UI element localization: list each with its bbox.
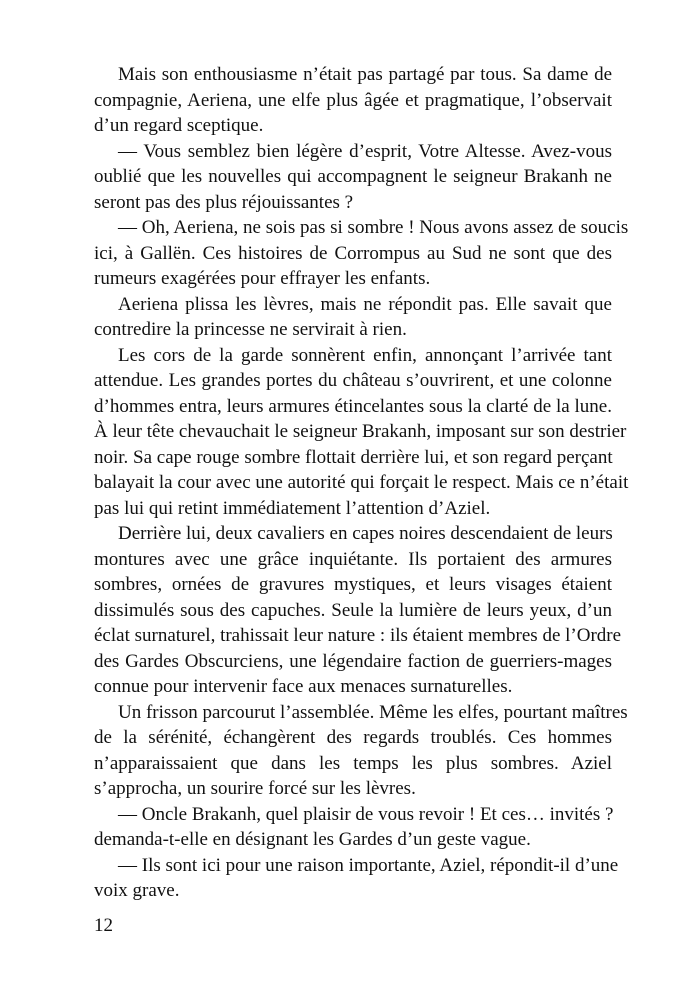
text-line: balayait la cour avec une autorité qui forçait le respect. Mais ce n’était [94, 472, 629, 493]
text-line: d’hommes entra, leurs armures étincelantes sous la clarté de la lune. [94, 395, 612, 417]
text-line: Aeriena plissa les lèvres, mais ne répondit pas. Elle savait que [118, 293, 612, 315]
text-line: À leur tête chevauchait le seigneur Brakanh, imposant sur son destrier [94, 421, 627, 442]
text-line: de la sérénité, échangèrent des regards troublés. Ces hommes [94, 727, 612, 748]
text-line: sombres, ornées de gravures mystiques, et leurs visages étaient [94, 574, 612, 595]
text-line: pas lui qui retint immédiatement l’attention d’Aziel. [94, 497, 491, 519]
text-line: d’un regard sceptique. [94, 115, 264, 136]
text-line: rumeurs exagérées pour effrayer les enfants. [94, 268, 431, 289]
paragraph [94, 700, 628, 802]
text-line: dissimulés sous des capuches. Seule la lumière de leurs yeux, d’un [94, 599, 612, 621]
text-line: Les cors de la garde sonnèrent enfin, annonçant l’arrivée tant [118, 344, 612, 366]
text-line: Un frisson parcourut l’assemblée. Même les elfes, pourtant maîtres [118, 701, 628, 723]
text-line: — Oh, Aeriena, ne sois pas si sombre ! Nous avons assez de soucis [118, 217, 629, 238]
text-line: Derrière lui, deux cavaliers en capes noires descendaient de leurs [118, 523, 613, 544]
text-line: voix grave. [94, 880, 180, 901]
paragraph [94, 343, 629, 522]
paragraph [94, 853, 619, 904]
page-body [94, 62, 629, 904]
text-line: noir. Sa cape rouge sombre flottait derrière lui, et son regard perçant [94, 446, 613, 468]
text-line: Mais son enthousiasme n’était pas partagé par tous. Sa dame de [118, 64, 612, 85]
paragraph [94, 139, 612, 216]
text-line: connue pour intervenir face aux menaces surnaturelles. [94, 676, 513, 697]
paragraph [94, 802, 612, 853]
text-line: des Gardes Obscurciens, une légendaire faction de guerriers-mages [94, 650, 612, 672]
page-number: 12 [94, 915, 113, 936]
paragraph [94, 215, 629, 292]
text-line: seront pas des plus réjouissantes ? [94, 191, 354, 213]
text-line: demanda-t-elle en désignant les Gardes d’un geste vague. [94, 829, 531, 850]
text-line: ici, à Gallën. Ces histoires de Corrompus au Sud ne sont que des [94, 242, 612, 264]
text-line: — Ils sont ici pour une raison importante, Aziel, répondit-il d’une [118, 854, 619, 876]
text-line: s’approcha, un sourire forcé sur les lèvres. [94, 778, 416, 799]
text-line: attendue. Les grandes portes du château s’ouvrirent, et une colonne [94, 370, 612, 391]
text-line: — Vous semblez bien légère d’esprit, Votre Altesse. Avez-vous [118, 140, 612, 162]
text-line: — Oncle Brakanh, quel plaisir de vous revoir ! Et ces… invités ? [118, 803, 614, 825]
paragraph [94, 292, 612, 343]
text-line: oublié que les nouvelles qui accompagnent le seigneur Brakanh ne [94, 166, 612, 187]
text-line: éclat surnaturel, trahissait leur nature : ils étaient membres de l’Ordre [94, 625, 622, 646]
text-line: contredire la princesse ne servirait à rien. [94, 319, 407, 340]
text-line: compagnie, Aeriena, une elfe plus âgée et pragmatique, l’observait [94, 89, 612, 111]
text-line: n’apparaissaient que dans les temps les plus sombres. Aziel [94, 752, 612, 774]
paragraph [94, 521, 622, 700]
text-line: montures avec une grâce inquiétante. Ils portaient des armures [94, 548, 612, 570]
paragraph [94, 62, 612, 139]
